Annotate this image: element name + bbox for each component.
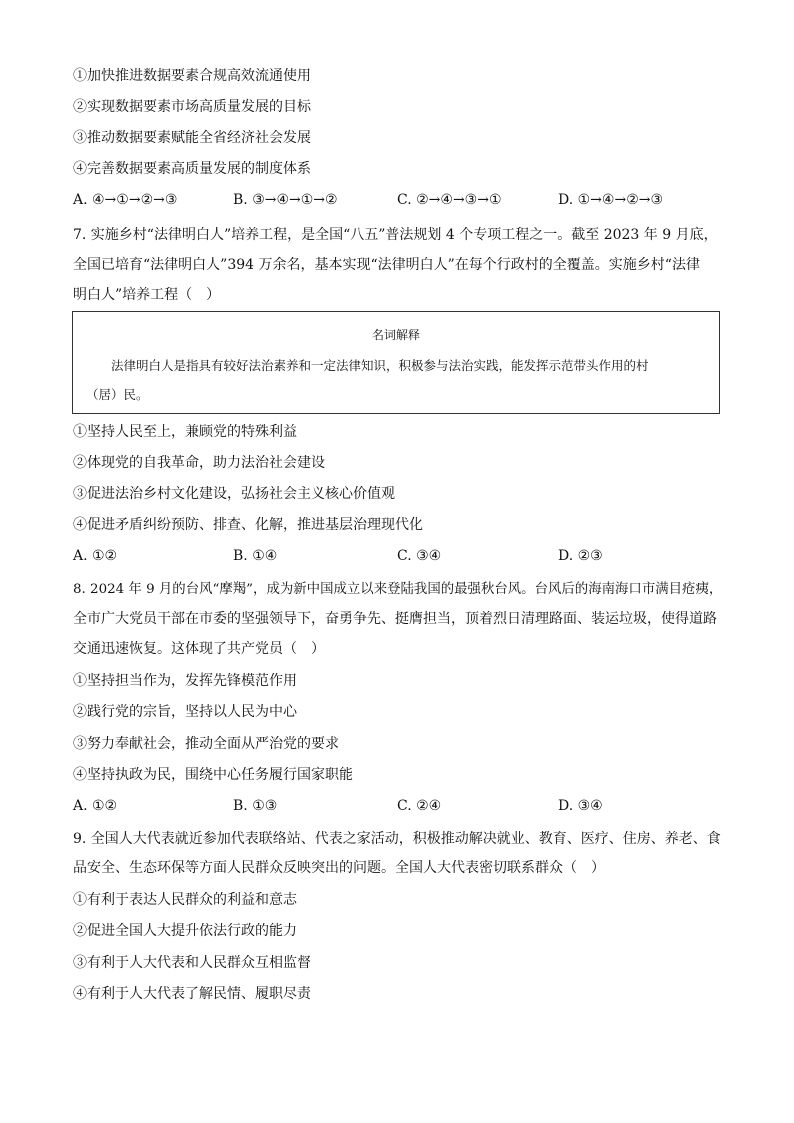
q7-stem-line-2: 全国已培育“法律明白人”394 万余名，基本实现“法律明白人”在每个行政村的全覆盖。实施乡村“法律 [73,257,700,273]
q9-item-2: ②促进全国人大提升依法行政的能力 [73,923,297,939]
q8-stem-line-1: 8. 2024 年 9 月的台风“摩羯”，成为新中国成立以来登陆我国的最强秋台风。台风后的海南海口市满目疮痍， [73,582,723,597]
q8-option-a[interactable]: A. ①② [73,798,118,814]
term-explanation-line-2: （居）民。 [86,387,149,402]
q8-item-3: ③努力奉献社会，推动全面从严治党的要求 [73,736,339,752]
q7-option-c[interactable]: C. ③④ [397,548,442,564]
q7-item-2: ②体现党的自我革命，助力法治社会建设 [73,455,325,471]
q9-stem-line-1: 9. 全国人大代表就近参加代表联络站、代表之家活动，积极推动解决就业、教育、医疗、住房、养老、食 [73,831,721,847]
q7-item-4: ④促进矛盾纠纷预防、排查、化解，推进基层治理现代化 [73,517,423,533]
q6-option-b[interactable]: B. ③→④→①→② [233,192,338,208]
q8-stem-line-2: 全市广大党员干部在市委的坚强领导下，奋勇争先、挺膺担当，顶着烈日清理路面、装运垃圾，使得道路 [73,611,717,627]
q6-item-3: ③推动数据要素赋能全省经济社会发展 [73,130,311,146]
q8-item-2: ②践行党的宗旨，坚持以人民为中心 [73,704,297,720]
term-explanation-box [72,311,720,414]
q6-option-d[interactable]: D. ①→④→②→③ [558,192,664,208]
q7-option-d[interactable]: D. ②③ [558,548,603,564]
q7-stem-line-1: 7. 实施乡村“法律明白人”培养工程，是全国“八五”普法规划 4 个专项工程之一。截至 2023 年 9 月底， [73,227,718,243]
term-explanation-title: 名词解释 [371,328,420,342]
q7-option-b[interactable]: B. ①④ [233,548,278,564]
q9-item-3: ③有利于人大代表和人民群众互相监督 [73,955,311,971]
q6-item-4: ④完善数据要素高质量发展的制度体系 [73,161,311,177]
q7-option-a[interactable]: A. ①② [73,548,118,564]
q9-stem-line-2: 品安全、生态环保等方面人民群众反映突出的问题。全国人大代表密切联系群众（ ） [73,860,605,876]
q8-item-1: ①坚持担当作为，发挥先锋模范作用 [73,673,297,689]
q6-item-2: ②实现数据要素市场高质量发展的目标 [73,99,311,115]
q6-option-a[interactable]: A. ④→①→②→③ [73,192,178,208]
term-explanation-line-1: 法律明白人是指具有较好法治素养和一定法律知识，积极参与法治实践，能发挥示范带头作用的村 [111,358,649,373]
q8-option-d[interactable]: D. ③④ [558,798,603,814]
q8-stem-line-3: 交通迅速恢复。这体现了共产党员（ ） [73,641,325,657]
q6-option-c[interactable]: C. ②→④→③→① [397,192,502,208]
q9-item-4: ④有利于人大代表了解民情、履职尽责 [73,986,311,1002]
q7-stem-line-3: 明白人”培养工程（ ） [73,287,221,303]
q7-item-3: ③促进法治乡村文化建设，弘扬社会主义核心价值观 [73,486,395,502]
q8-option-c[interactable]: C. ②④ [397,798,442,814]
q8-item-4: ④坚持执政为民，围绕中心任务履行国家职能 [73,767,353,783]
q8-option-b[interactable]: B. ①③ [233,798,278,814]
q6-item-1: ①加快推进数据要素合规高效流通使用 [73,68,311,84]
q9-item-1: ①有利于表达人民群众的利益和意志 [73,892,297,908]
q7-item-1: ①坚持人民至上，兼顾党的特殊利益 [73,424,297,440]
